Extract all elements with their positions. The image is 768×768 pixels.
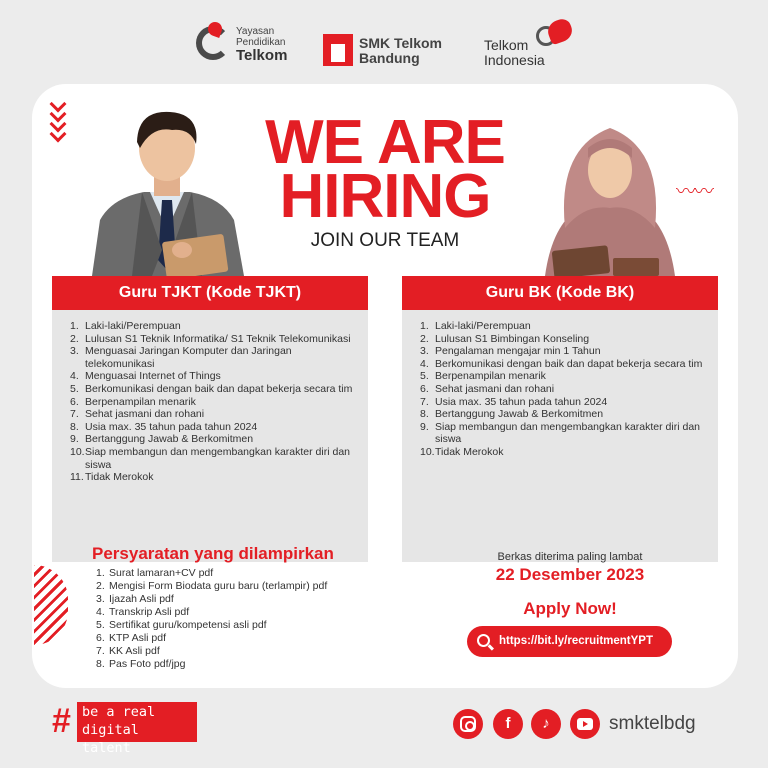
list-item: 5. Sertifikat guru/kompetensi asli pdf: [96, 619, 267, 631]
hiring-headline: [220, 108, 550, 231]
list-item: 6. Sehat jasmani dan rohani: [420, 382, 555, 395]
list-item: 8. Pas Foto pdf/jpg: [96, 658, 186, 670]
job-title-tjkt: Guru TJKT (Kode TJKT): [52, 276, 368, 310]
telkom-indonesia-logo: [484, 20, 584, 70]
search-icon: [477, 634, 490, 647]
smk-logo-line1: SMK Telkom: [359, 35, 442, 51]
list-item: 2. Lulusan S1 Teknik Informatika/ S1 Teknik Telekomunikasi: [70, 332, 351, 345]
ti-logo-line2: Indonesia: [484, 52, 545, 68]
smk-telkom-bandung-logo: [323, 34, 453, 74]
job-requirements-bk: [402, 310, 718, 562]
required-documents-title: Persyaratan yang dilampirkan: [92, 544, 334, 563]
yayasan-pendidikan-telkom-logo: [196, 22, 296, 70]
ti-logo-line1: Telkom: [484, 37, 529, 53]
youtube-icon[interactable]: [570, 709, 600, 739]
job-card-tjkt: [52, 276, 368, 562]
headline-line2: HIRING: [279, 162, 491, 231]
list-item: 9. Siap membangun dan mengembangkan karakter diri dan siswa: [420, 420, 700, 446]
list-item: 8. Usia max. 35 tahun pada tahun 2024: [70, 420, 258, 433]
zigzag-decoration-icon: 〰〰: [676, 181, 712, 203]
job-card-bk: [402, 276, 718, 562]
list-item: 4. Transkrip Asli pdf: [96, 606, 190, 618]
list-item: 7. KK Asli pdf: [96, 645, 160, 657]
ypt-logo-line2: Pendidikan: [236, 37, 286, 48]
job-title-bk: Guru BK (Kode BK): [402, 276, 718, 310]
female-teacher-photo: [535, 108, 685, 276]
tiktok-icon[interactable]: ♪: [531, 709, 561, 739]
smk-logo-line2: Bandung: [359, 50, 420, 66]
ypt-logo-line1: Yayasan: [236, 26, 275, 37]
list-item: 7. Usia max. 35 tahun pada tahun 2024: [420, 395, 608, 408]
list-item: 1. Laki-laki/Perempuan: [420, 320, 531, 332]
smk-logo-mark-icon: [323, 34, 353, 66]
deadline-block: [450, 550, 690, 620]
list-item: 3. Pengalaman mengajar min 1 Tahun: [420, 345, 601, 358]
social-handle: smktelbdg: [609, 713, 696, 734]
list-item: 6. Berpenampilan menarik: [70, 395, 196, 408]
list-item: 3. Menguasai Jaringan Komputer dan Jaringan telekomunikasi: [70, 345, 292, 370]
list-item: 1. Surat lamaran+CV pdf: [96, 567, 214, 579]
list-item: 7. Sehat jasmani dan rohani: [70, 408, 205, 421]
list-item: 2. Lulusan S1 Bimbingan Konseling: [420, 332, 590, 345]
chevron-down-decoration-icon: [48, 98, 68, 138]
list-item: 5. Berpenampilan menarik: [420, 370, 546, 383]
apply-now-heading: Apply Now!: [523, 599, 617, 618]
deadline-label: Berkas diterima paling lambat: [497, 551, 643, 563]
digital-talent-tagline: [77, 702, 197, 756]
deadline-date: 22 Desember 2023: [495, 565, 645, 584]
apply-link-text: https://bit.ly/recruitmentYPT: [499, 635, 653, 647]
apply-link-button[interactable]: [467, 626, 672, 657]
list-item: 2. Mengisi Form Biodata guru baru (terlampir) pdf: [96, 580, 328, 592]
list-item: 6. KTP Asli pdf: [96, 632, 167, 644]
list-item: 4. Menguasai Internet of Things: [70, 370, 221, 383]
list-item: 11. Tidak Merokok: [70, 471, 154, 484]
tagline-line1: be a real: [82, 704, 156, 720]
instagram-icon[interactable]: [453, 709, 483, 739]
required-documents: [92, 543, 382, 671]
list-item: 1. Laki-laki/Perempuan: [70, 320, 181, 332]
list-item: 4. Berkomunikasi dengan baik dan dapat bekerja secara tim: [420, 357, 703, 370]
job-requirements-tjkt: [52, 310, 368, 562]
hashtag-icon: #: [52, 702, 71, 740]
list-item: 5. Berkomunikasi dengan baik dan dapat bekerja secara tim: [70, 382, 353, 395]
list-item: 10. Tidak Merokok: [420, 445, 504, 458]
facebook-icon[interactable]: f: [493, 709, 523, 739]
ypt-logo-line3: Telkom: [236, 47, 288, 64]
join-our-team-subheading: JOIN OUR TEAM: [310, 230, 460, 251]
headline-line1: WE ARE: [265, 108, 505, 177]
list-item: 9. Bertanggung Jawab & Berkomitmen: [70, 433, 254, 446]
tagline-line2: digital talent: [82, 722, 139, 756]
list-item: 10. Siap membangun dan mengembangkan karakter diri dan siswa: [70, 445, 350, 471]
list-item: 8. Bertanggung Jawab & Berkomitmen: [420, 408, 604, 421]
list-item: 3. Ijazah Asli pdf: [96, 593, 174, 605]
